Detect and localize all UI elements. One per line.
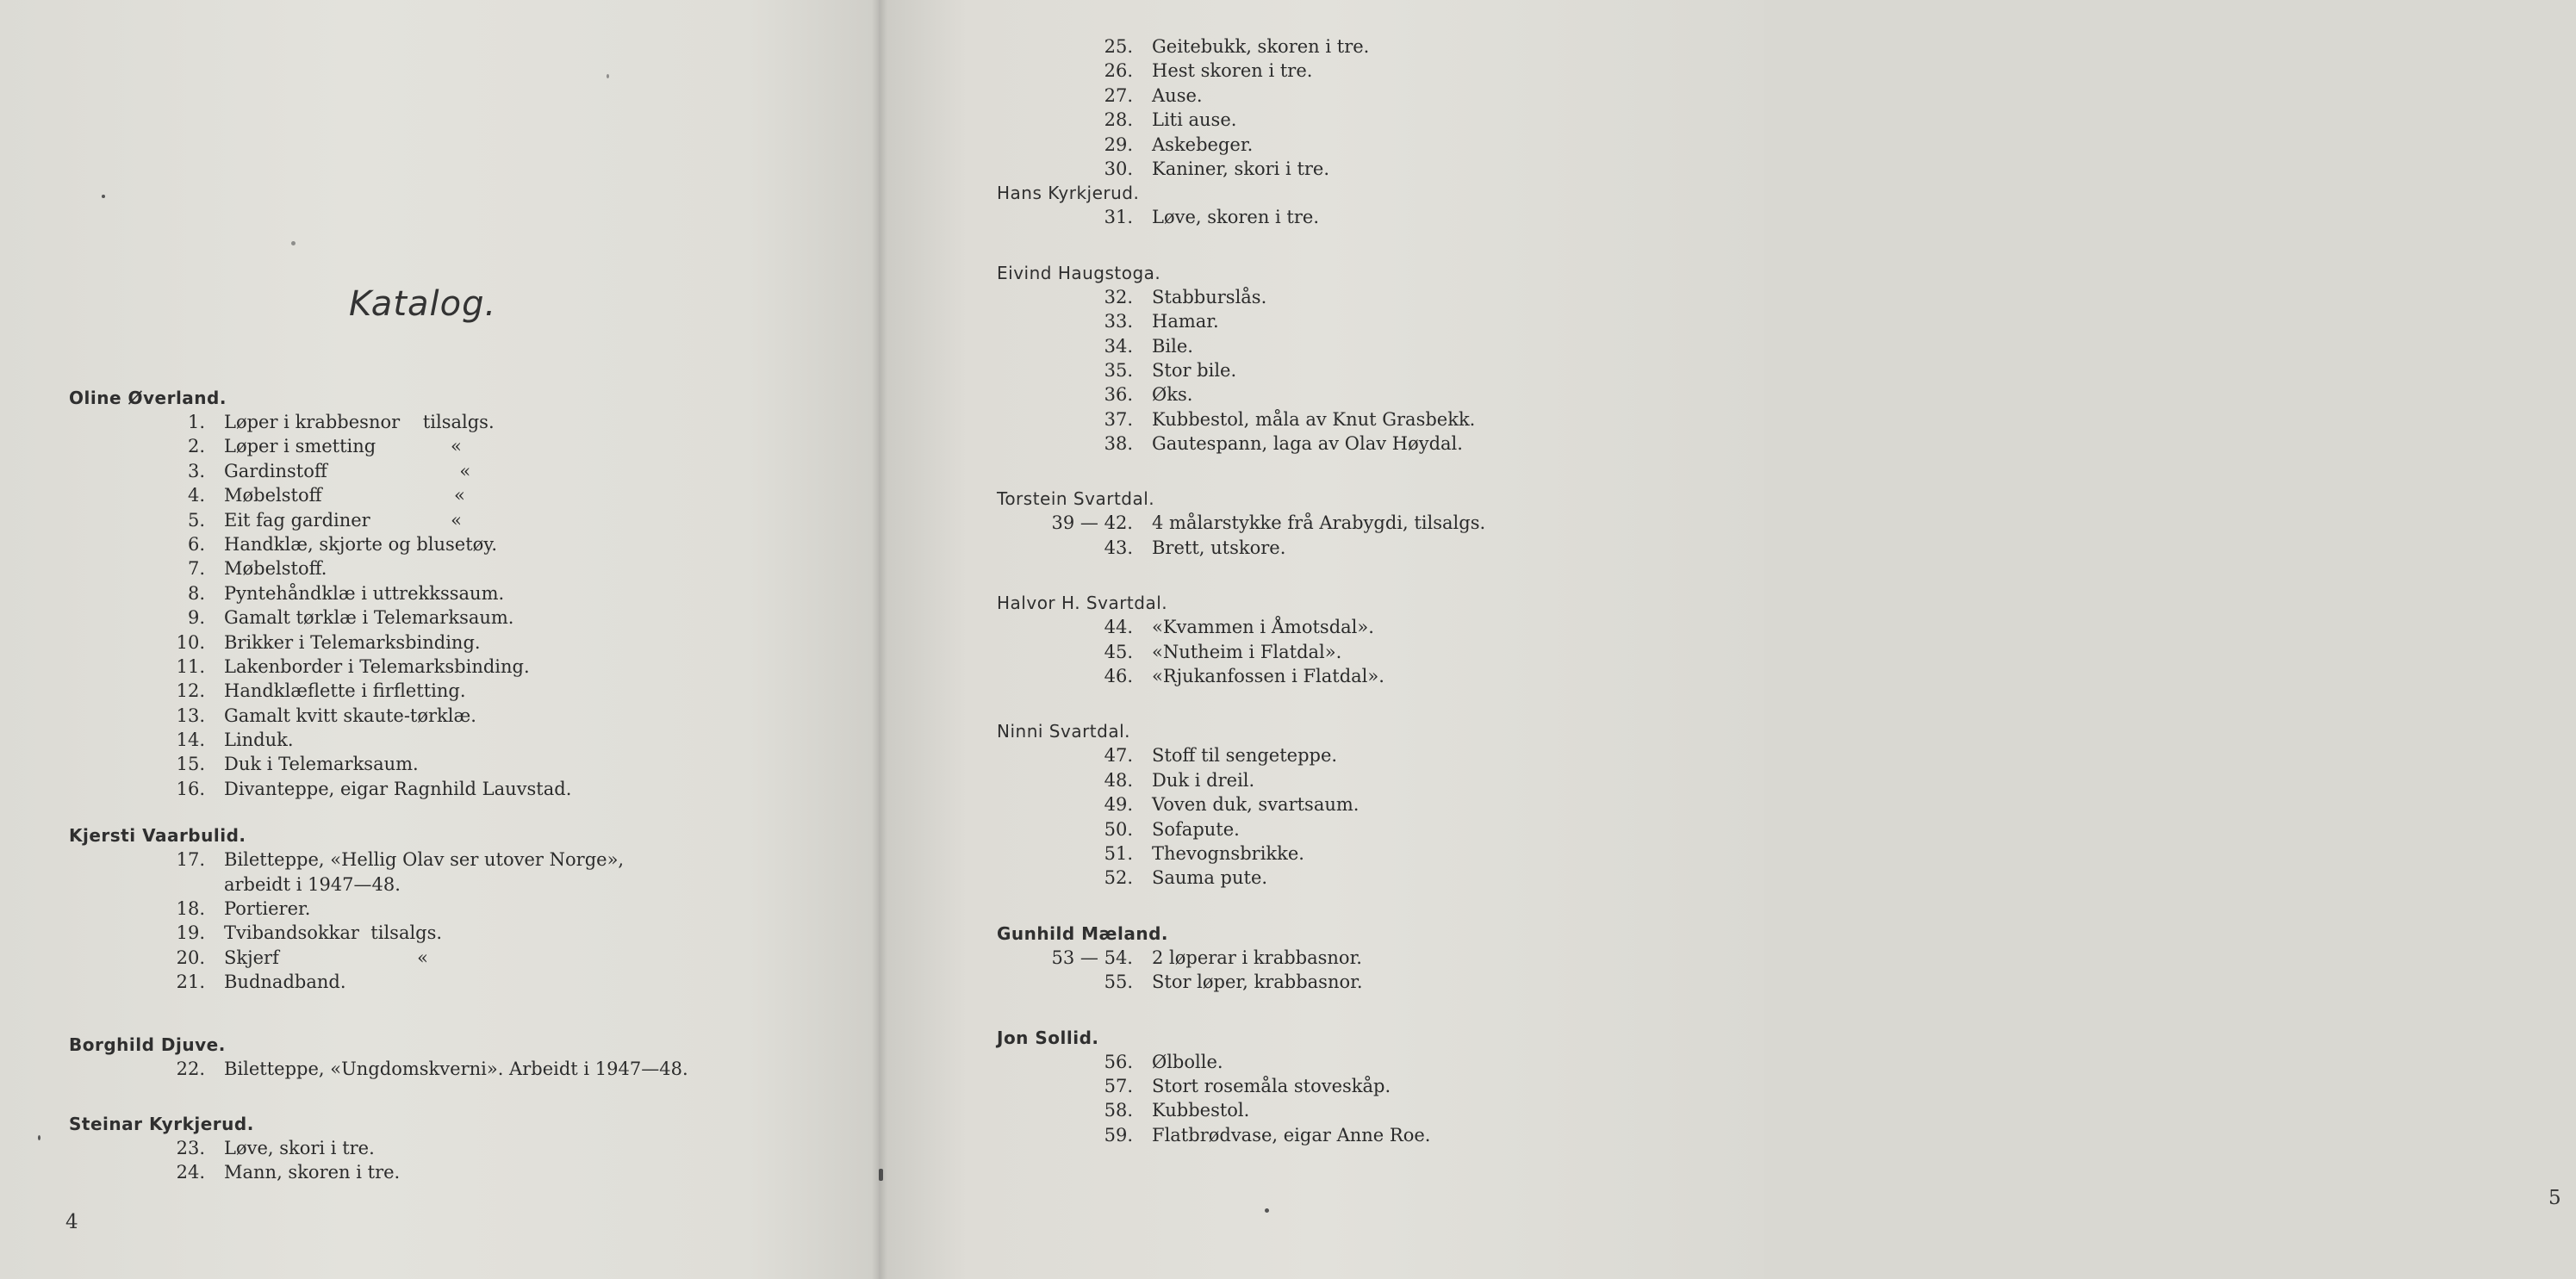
- catalog-item: [69, 605, 844, 630]
- item-number: 5.: [187, 509, 205, 531]
- catalog-item: [69, 752, 844, 776]
- item-number: 56.: [1104, 1051, 1133, 1072]
- catalog-item: [69, 630, 844, 655]
- item-text: Kubbestol, måla av Knut Grasbekk.: [1152, 408, 1476, 430]
- catalog-item: [997, 407, 1738, 432]
- item-text: Geitebukk, skoren i tre.: [1152, 36, 1370, 57]
- item-number: 55.: [1104, 972, 1133, 993]
- author-name: Borghild Djuve.: [69, 1034, 226, 1055]
- item-text: Skjerf «: [224, 947, 428, 968]
- item-text: Voven duk, svartsaum.: [1152, 794, 1360, 816]
- catalog-item: [69, 1160, 844, 1184]
- item-number: 7.: [187, 558, 205, 580]
- catalog-group: [997, 261, 1738, 456]
- item-text: Biletteppe, «Ungdomskverni». Arbeidt i 1947—48.: [224, 1058, 688, 1079]
- item-number: 44.: [1104, 617, 1133, 638]
- catalog-item: [997, 866, 1738, 890]
- author-name: Steinar Kyrkjerud.: [69, 1114, 254, 1134]
- item-number: 53 — 54.: [1051, 947, 1133, 968]
- item-number: 9.: [187, 607, 205, 629]
- item-number: 35.: [1104, 359, 1133, 381]
- catalog-item: [997, 970, 1738, 994]
- author-name: Halvor H. Svartdal.: [997, 593, 1168, 614]
- author-name: Hans Kyrkjerud.: [997, 183, 1140, 204]
- item-number: 2.: [187, 436, 205, 457]
- item-number: 3.: [187, 460, 205, 481]
- catalog-item: [997, 817, 1738, 841]
- item-text: Møbelstoff «: [224, 485, 465, 506]
- item-text: Askebeger.: [1152, 133, 1254, 155]
- catalog-group: [997, 1026, 1738, 1148]
- item-number: 43.: [1104, 537, 1133, 558]
- catalog-item: [997, 309, 1738, 333]
- item-number: 50.: [1104, 818, 1133, 840]
- item-number: 58.: [1104, 1100, 1133, 1121]
- item-text: Stor bile.: [1152, 359, 1237, 381]
- item-number: 14.: [176, 730, 205, 751]
- catalog-item: [69, 921, 844, 945]
- catalog-item: [997, 1050, 1738, 1074]
- item-text: Stabburslås.: [1152, 286, 1267, 307]
- catalog-item: [997, 792, 1738, 816]
- catalog-item: [997, 841, 1738, 866]
- item-number: 49.: [1104, 794, 1133, 816]
- catalog-item: [997, 157, 1738, 181]
- catalog-group: [69, 1112, 844, 1185]
- item-text: Duk i Telemarksaum.: [224, 754, 419, 775]
- item-number: 32.: [1104, 286, 1133, 307]
- item-number: 52.: [1104, 867, 1133, 889]
- item-text: Thevognsbrikke.: [1152, 842, 1304, 864]
- author-name: Ninni Svartdal.: [997, 721, 1130, 742]
- item-number: 22.: [176, 1058, 205, 1079]
- item-number: 30.: [1104, 158, 1133, 179]
- catalog-item: [69, 655, 844, 679]
- catalog-item: [69, 532, 844, 556]
- catalog-item: [69, 508, 844, 532]
- item-text: Tvibandsokkar tilsalgs.: [224, 922, 443, 944]
- item-text: Løve, skoren i tre.: [1152, 207, 1320, 228]
- catalog-group: [69, 1033, 844, 1081]
- catalog-item: [997, 285, 1738, 309]
- catalog-item: [69, 679, 844, 703]
- item-number: 45.: [1104, 641, 1133, 662]
- item-text: Øks.: [1152, 384, 1193, 406]
- paper-speck: [291, 241, 296, 245]
- item-number: 28.: [1104, 109, 1133, 131]
- author-name: Kjersti Vaarbulid.: [69, 825, 246, 847]
- catalog-item: [69, 556, 844, 581]
- item-number: 6.: [187, 533, 205, 555]
- item-text: «Kvammen i Åmotsdal».: [1152, 617, 1374, 638]
- catalog-item: [997, 946, 1738, 970]
- item-number: 26.: [1104, 60, 1133, 82]
- catalog-item: [69, 897, 844, 921]
- item-text: Portierer.: [224, 898, 311, 920]
- catalog-group: [997, 34, 1738, 181]
- catalog-item: [69, 777, 844, 801]
- item-number: 57.: [1104, 1075, 1133, 1096]
- item-number: 23.: [176, 1138, 205, 1158]
- item-text: Gautespann, laga av Olav Høydal.: [1152, 433, 1463, 455]
- author-name: Eivind Haugstoga.: [997, 262, 1161, 283]
- bleed-through-text: [2292, 26, 2576, 1180]
- item-text: [224, 847, 844, 897]
- catalog-item: [997, 743, 1738, 767]
- item-text: Løve, skori i tre.: [224, 1138, 375, 1158]
- catalog-item: [997, 133, 1738, 157]
- item-text: Bile.: [1152, 335, 1193, 357]
- item-text: Kubbestol.: [1152, 1100, 1250, 1121]
- item-number: 19.: [176, 922, 205, 944]
- item-text: Løper i smetting «: [224, 436, 462, 457]
- catalog-item: [997, 432, 1738, 456]
- item-number: 47.: [1104, 745, 1133, 767]
- item-number: 15.: [176, 754, 205, 775]
- item-text: Duk i dreil.: [1152, 769, 1255, 791]
- page-title: Katalog.: [349, 284, 497, 324]
- author-name: Gunhild Mæland.: [997, 922, 1168, 944]
- item-text: Møbelstoff.: [224, 558, 327, 580]
- catalog-item: [69, 410, 844, 434]
- catalog-item: [997, 1123, 1738, 1147]
- item-text: Hamar.: [1152, 311, 1219, 332]
- item-text: Mann, skoren i tre.: [224, 1162, 401, 1183]
- catalog-group: [997, 591, 1738, 688]
- catalog-item: [997, 205, 1738, 229]
- catalog-item: [997, 358, 1738, 382]
- catalog-item: [69, 459, 844, 483]
- left-page: [0, 0, 879, 1279]
- item-text: Gamalt tørklæ i Telemarksaum.: [224, 607, 514, 629]
- item-text: «Rjukanfossen i Flatdal».: [1152, 666, 1384, 687]
- catalog-item: [69, 946, 844, 970]
- item-number: 38.: [1104, 433, 1133, 455]
- page-number-left: 4: [65, 1211, 78, 1233]
- item-text: Løper i krabbesnor tilsalgs.: [224, 412, 495, 432]
- item-number: 37.: [1104, 408, 1133, 430]
- paper-speck: [102, 195, 105, 198]
- item-text: Brett, utskore.: [1152, 537, 1286, 558]
- catalog-item: [997, 640, 1738, 664]
- item-text: Kaniner, skori i tre.: [1152, 158, 1330, 179]
- item-text: Brikker i Telemarksbinding.: [224, 631, 481, 653]
- item-number: 25.: [1104, 36, 1133, 57]
- item-number: 36.: [1104, 384, 1133, 406]
- catalog-item: [69, 581, 844, 605]
- item-text: Sauma pute.: [1152, 867, 1268, 889]
- catalog-item: [997, 382, 1738, 407]
- item-text: Hest skoren i tre.: [1152, 60, 1313, 82]
- catalog-item: [69, 1057, 844, 1081]
- item-number: 48.: [1104, 769, 1133, 791]
- catalog-item: [69, 434, 844, 458]
- item-number: 31.: [1104, 207, 1133, 228]
- catalog-item: [69, 1136, 844, 1160]
- item-number: 8.: [187, 582, 205, 604]
- item-number: 16.: [176, 778, 205, 799]
- item-text: Handklæflette i firfletting.: [224, 680, 466, 702]
- item-number: 59.: [1104, 1124, 1133, 1146]
- item-number: 1.: [187, 412, 205, 432]
- item-text: Pyntehåndklæ i uttrekkssaum.: [224, 582, 505, 604]
- catalog-item: [997, 59, 1738, 83]
- item-number: 20.: [176, 947, 205, 968]
- item-text: Gardinstoff «: [224, 460, 471, 481]
- item-text: Divanteppe, eigar Ragnhild Lauvstad.: [224, 778, 572, 799]
- item-number: 34.: [1104, 335, 1133, 357]
- catalog-item: [997, 664, 1738, 688]
- author-name: Torstein Svartdal.: [997, 488, 1155, 510]
- book-gutter: [872, 0, 887, 1279]
- item-number: 17.: [176, 849, 205, 871]
- item-text: Sofapute.: [1152, 818, 1240, 840]
- paper-speck: [38, 1135, 40, 1140]
- item-number: 27.: [1104, 84, 1133, 106]
- item-text: Ause.: [1152, 84, 1203, 106]
- item-text: Stort rosemåla stoveskåp.: [1152, 1075, 1391, 1096]
- catalog-group: [69, 823, 844, 994]
- catalog-group: [997, 719, 1738, 890]
- catalog-item: [997, 84, 1738, 108]
- item-text: Handklæ, skjorte og blusetøy.: [224, 533, 498, 555]
- catalog-group: [69, 386, 844, 801]
- catalog-item: [69, 728, 844, 752]
- item-text: Stor løper, krabbasnor.: [1152, 972, 1363, 993]
- author-name: Oline Øverland.: [69, 388, 227, 408]
- catalog-item: [997, 334, 1738, 358]
- item-text: Gamalt kvitt skaute-tørklæ.: [224, 705, 476, 726]
- catalog-item: [997, 1074, 1738, 1098]
- item-number: 12.: [176, 680, 205, 702]
- item-number: 33.: [1104, 311, 1133, 332]
- catalog-item: [997, 1098, 1738, 1122]
- left-catalog-list: [69, 386, 844, 1185]
- catalog-item: [69, 704, 844, 728]
- page-number-right: 5: [2548, 1187, 2561, 1209]
- item-number: 21.: [176, 972, 205, 993]
- item-number: 46.: [1104, 666, 1133, 687]
- item-text: 4 målarstykke frå Arabygdi, tilsalgs.: [1152, 512, 1486, 534]
- item-text-line: Biletteppe, «Hellig Olav ser utover Norge»,: [224, 849, 625, 871]
- item-number: 10.: [176, 631, 205, 653]
- item-number: 29.: [1104, 133, 1133, 155]
- catalog-item: [997, 615, 1738, 639]
- paper-speck: [1265, 1208, 1269, 1213]
- catalog-item: [997, 108, 1738, 132]
- item-number: 18.: [176, 898, 205, 920]
- item-text: Ølbolle.: [1152, 1051, 1223, 1072]
- catalog-item: [69, 483, 844, 507]
- item-text: 2 løperar i krabbasnor.: [1152, 947, 1362, 968]
- item-text: Lakenborder i Telemarksbinding.: [224, 655, 530, 677]
- paper-speck: [607, 74, 609, 78]
- item-text: Budnadband.: [224, 972, 346, 993]
- catalog-group: [997, 487, 1738, 560]
- catalog-group: [997, 181, 1738, 229]
- catalog-item: [997, 34, 1738, 59]
- item-number: 24.: [176, 1162, 205, 1183]
- item-text-continuation: arbeidt i 1947—48.: [224, 873, 401, 895]
- item-text: Stoff til sengeteppe.: [1152, 745, 1338, 767]
- catalog-item: [69, 970, 844, 994]
- item-number: 13.: [176, 705, 205, 726]
- item-number: 4.: [187, 485, 205, 506]
- item-text: «Nutheim i Flatdal».: [1152, 641, 1342, 662]
- item-text: Linduk.: [224, 730, 294, 751]
- catalog-item: [997, 536, 1738, 560]
- right-catalog-list: [997, 34, 1738, 1147]
- catalog-item: [997, 768, 1738, 792]
- catalog-item: [69, 847, 844, 897]
- item-text: Eit fag gardiner «: [224, 509, 463, 531]
- catalog-group: [997, 922, 1738, 995]
- catalog-item: [997, 511, 1738, 535]
- item-number: 51.: [1104, 842, 1133, 864]
- item-text: Flatbrødvase, eigar Anne Roe.: [1152, 1124, 1431, 1146]
- item-text: Liti ause.: [1152, 109, 1237, 131]
- author-name: Jon Sollid.: [997, 1027, 1099, 1048]
- item-number: 39 — 42.: [1051, 512, 1133, 534]
- item-number: 11.: [176, 655, 205, 677]
